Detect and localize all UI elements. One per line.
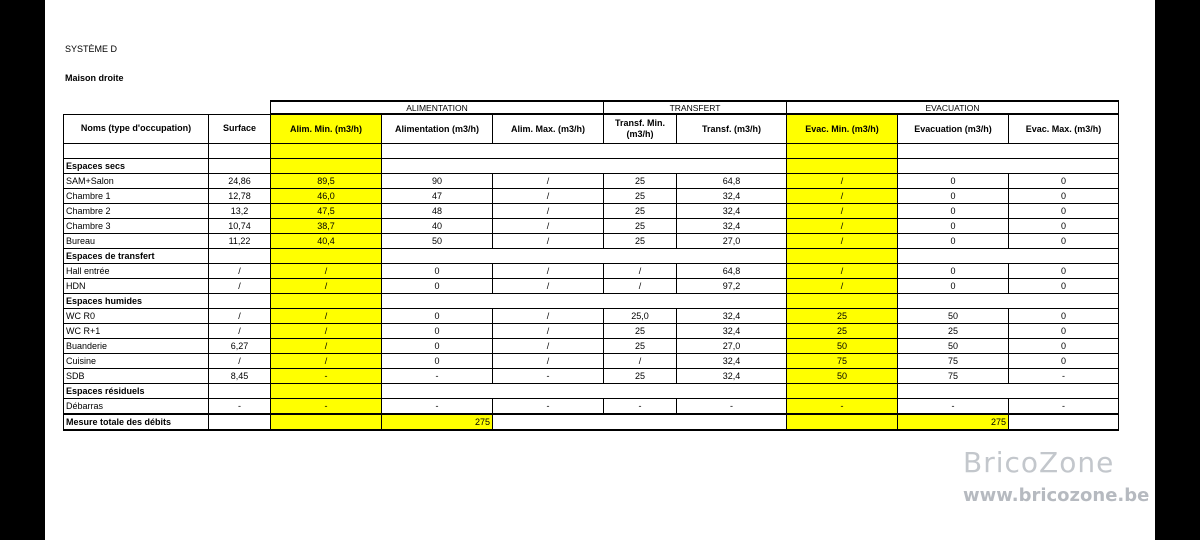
- value-cell: 25: [898, 324, 1009, 339]
- value-cell: 0: [898, 264, 1009, 279]
- value-cell: 0: [382, 339, 493, 354]
- value-cell: /: [787, 219, 898, 234]
- column-header: Evacuation (m3/h): [898, 114, 1009, 144]
- value-cell: 32,4: [677, 309, 787, 324]
- section-title: Espaces secs: [64, 159, 209, 174]
- value-cell: /: [604, 264, 677, 279]
- ventilation-table: [63, 100, 1119, 431]
- value-cell: 75: [898, 369, 1009, 384]
- value-cell: -: [493, 369, 604, 384]
- value-cell: 0: [1009, 219, 1119, 234]
- spacer-row: [64, 144, 1119, 159]
- value-cell: /: [209, 309, 271, 324]
- value-cell: 90: [382, 174, 493, 189]
- value-cell: 27,0: [677, 339, 787, 354]
- room-name-cell: Chambre 3: [64, 219, 209, 234]
- column-header: Alimentation (m3/h): [382, 114, 493, 144]
- watermark-url: www.bricozone.be: [963, 485, 1150, 506]
- value-cell: 47,5: [271, 204, 382, 219]
- value-cell: 32,4: [677, 324, 787, 339]
- value-cell: 0: [1009, 204, 1119, 219]
- value-cell: 24,86: [209, 174, 271, 189]
- table-row: [64, 189, 1119, 204]
- value-cell: /: [209, 279, 271, 294]
- section-row: [64, 384, 1119, 399]
- value-cell: /: [493, 324, 604, 339]
- value-cell: 32,4: [677, 219, 787, 234]
- value-cell: 0: [1009, 279, 1119, 294]
- value-cell: 0: [898, 219, 1009, 234]
- value-cell: 50: [898, 339, 1009, 354]
- value-cell: /: [787, 264, 898, 279]
- value-cell: /: [271, 354, 382, 369]
- table-row: [64, 174, 1119, 189]
- section-row: [64, 249, 1119, 264]
- value-cell: /: [493, 204, 604, 219]
- value-cell: 0: [1009, 264, 1119, 279]
- value-cell: 25: [604, 174, 677, 189]
- value-cell: 0: [898, 234, 1009, 249]
- column-header: Transf. Min. (m3/h): [604, 114, 677, 144]
- value-cell: 32,4: [677, 189, 787, 204]
- room-name-cell: Chambre 2: [64, 204, 209, 219]
- value-cell: 46,0: [271, 189, 382, 204]
- value-cell: -: [382, 369, 493, 384]
- value-cell: 50: [898, 309, 1009, 324]
- value-cell: 10,74: [209, 219, 271, 234]
- value-cell: /: [493, 219, 604, 234]
- section-title: Espaces de transfert: [64, 249, 209, 264]
- value-cell: /: [604, 279, 677, 294]
- total-evacuation: 275: [898, 414, 1009, 430]
- value-cell: 50: [382, 234, 493, 249]
- table-row: [64, 219, 1119, 234]
- table-row: [64, 399, 1119, 415]
- value-cell: /: [271, 324, 382, 339]
- value-cell: 32,4: [677, 369, 787, 384]
- value-cell: 32,4: [677, 354, 787, 369]
- room-name-cell: Chambre 1: [64, 189, 209, 204]
- value-cell: 6,27: [209, 339, 271, 354]
- value-cell: /: [604, 354, 677, 369]
- value-cell: 0: [898, 189, 1009, 204]
- table-row: [64, 339, 1119, 354]
- room-name-cell: WC R0: [64, 309, 209, 324]
- value-cell: /: [787, 204, 898, 219]
- value-cell: /: [271, 264, 382, 279]
- value-cell: /: [493, 279, 604, 294]
- column-header: Evac. Max. (m3/h): [1009, 114, 1119, 144]
- room-name-cell: WC R+1: [64, 324, 209, 339]
- value-cell: -: [271, 369, 382, 384]
- value-cell: 25: [604, 324, 677, 339]
- room-name-cell: Débarras: [64, 399, 209, 415]
- value-cell: -: [271, 399, 382, 415]
- house-title: Maison droite: [65, 73, 124, 83]
- total-row: [64, 414, 1119, 430]
- value-cell: 25: [604, 189, 677, 204]
- value-cell: 38,7: [271, 219, 382, 234]
- document-page: [45, 0, 1155, 540]
- value-cell: /: [493, 264, 604, 279]
- value-cell: 32,4: [677, 204, 787, 219]
- value-cell: 0: [1009, 234, 1119, 249]
- value-cell: /: [271, 279, 382, 294]
- value-cell: 50: [787, 339, 898, 354]
- value-cell: 50: [787, 369, 898, 384]
- value-cell: /: [209, 354, 271, 369]
- column-header: Alim. Min. (m3/h): [271, 114, 382, 144]
- room-name-cell: HDN: [64, 279, 209, 294]
- value-cell: 25: [604, 219, 677, 234]
- value-cell: 0: [382, 309, 493, 324]
- table-row: [64, 324, 1119, 339]
- total-alimentation: 275: [382, 414, 493, 430]
- value-cell: 25,0: [604, 309, 677, 324]
- column-header: Noms (type d'occupation): [64, 114, 209, 144]
- value-cell: -: [493, 399, 604, 415]
- value-cell: 0: [1009, 354, 1119, 369]
- value-cell: /: [209, 264, 271, 279]
- total-label: Mesure totale des débits: [64, 414, 209, 430]
- value-cell: 25: [604, 234, 677, 249]
- value-cell: 75: [898, 354, 1009, 369]
- value-cell: 25: [787, 309, 898, 324]
- table-row: [64, 354, 1119, 369]
- table-row: [64, 204, 1119, 219]
- table-row: [64, 279, 1119, 294]
- section-title: Espaces humides: [64, 294, 209, 309]
- system-title: SYSTÈME D: [65, 44, 118, 54]
- value-cell: 89,5: [271, 174, 382, 189]
- watermark-brand: BricoZone: [963, 446, 1115, 479]
- room-name-cell: SAM+Salon: [64, 174, 209, 189]
- value-cell: 97,2: [677, 279, 787, 294]
- room-name-cell: Buanderie: [64, 339, 209, 354]
- value-cell: /: [787, 234, 898, 249]
- value-cell: -: [604, 399, 677, 415]
- value-cell: 0: [1009, 324, 1119, 339]
- table-row: [64, 234, 1119, 249]
- value-cell: 75: [787, 354, 898, 369]
- value-cell: /: [493, 189, 604, 204]
- section-row: [64, 159, 1119, 174]
- column-header-row: [64, 114, 1119, 144]
- value-cell: 0: [898, 204, 1009, 219]
- value-cell: -: [787, 399, 898, 415]
- value-cell: 0: [382, 279, 493, 294]
- section-row: [64, 294, 1119, 309]
- value-cell: -: [209, 399, 271, 415]
- value-cell: 25: [604, 339, 677, 354]
- value-cell: 0: [898, 279, 1009, 294]
- room-name-cell: Bureau: [64, 234, 209, 249]
- value-cell: 48: [382, 204, 493, 219]
- table-row: [64, 264, 1119, 279]
- value-cell: 25: [604, 369, 677, 384]
- value-cell: 13,2: [209, 204, 271, 219]
- column-header: Surface: [209, 114, 271, 144]
- value-cell: /: [493, 174, 604, 189]
- value-cell: 0: [1009, 309, 1119, 324]
- value-cell: 8,45: [209, 369, 271, 384]
- group-header-alimentation: ALIMENTATION: [271, 101, 604, 114]
- column-header: Alim. Max. (m3/h): [493, 114, 604, 144]
- table-row: [64, 369, 1119, 384]
- value-cell: 0: [382, 354, 493, 369]
- value-cell: /: [493, 339, 604, 354]
- value-cell: 40,4: [271, 234, 382, 249]
- value-cell: 0: [898, 174, 1009, 189]
- group-header-transfert: TRANSFERT: [604, 101, 787, 114]
- value-cell: -: [677, 399, 787, 415]
- value-cell: 0: [1009, 339, 1119, 354]
- value-cell: /: [271, 309, 382, 324]
- value-cell: /: [787, 189, 898, 204]
- value-cell: 64,8: [677, 264, 787, 279]
- room-name-cell: SDB: [64, 369, 209, 384]
- value-cell: 0: [382, 264, 493, 279]
- value-cell: /: [271, 339, 382, 354]
- value-cell: 0: [382, 324, 493, 339]
- value-cell: -: [1009, 399, 1119, 415]
- value-cell: /: [787, 279, 898, 294]
- value-cell: 0: [1009, 189, 1119, 204]
- value-cell: 11,22: [209, 234, 271, 249]
- room-name-cell: Cuisine: [64, 354, 209, 369]
- value-cell: -: [898, 399, 1009, 415]
- value-cell: /: [493, 309, 604, 324]
- value-cell: 25: [604, 204, 677, 219]
- value-cell: -: [1009, 369, 1119, 384]
- value-cell: 25: [787, 324, 898, 339]
- value-cell: /: [493, 234, 604, 249]
- value-cell: 64,8: [677, 174, 787, 189]
- column-header: Evac. Min. (m3/h): [787, 114, 898, 144]
- value-cell: 47: [382, 189, 493, 204]
- value-cell: 0: [1009, 174, 1119, 189]
- section-title: Espaces résiduels: [64, 384, 209, 399]
- value-cell: 12,78: [209, 189, 271, 204]
- value-cell: /: [209, 324, 271, 339]
- column-header: Transf. (m3/h): [677, 114, 787, 144]
- value-cell: 40: [382, 219, 493, 234]
- value-cell: 27,0: [677, 234, 787, 249]
- value-cell: /: [493, 354, 604, 369]
- room-name-cell: Hall entrée: [64, 264, 209, 279]
- table-row: [64, 309, 1119, 324]
- value-cell: -: [382, 399, 493, 415]
- value-cell: /: [787, 174, 898, 189]
- group-header-evacuation: EVACUATION: [787, 101, 1119, 114]
